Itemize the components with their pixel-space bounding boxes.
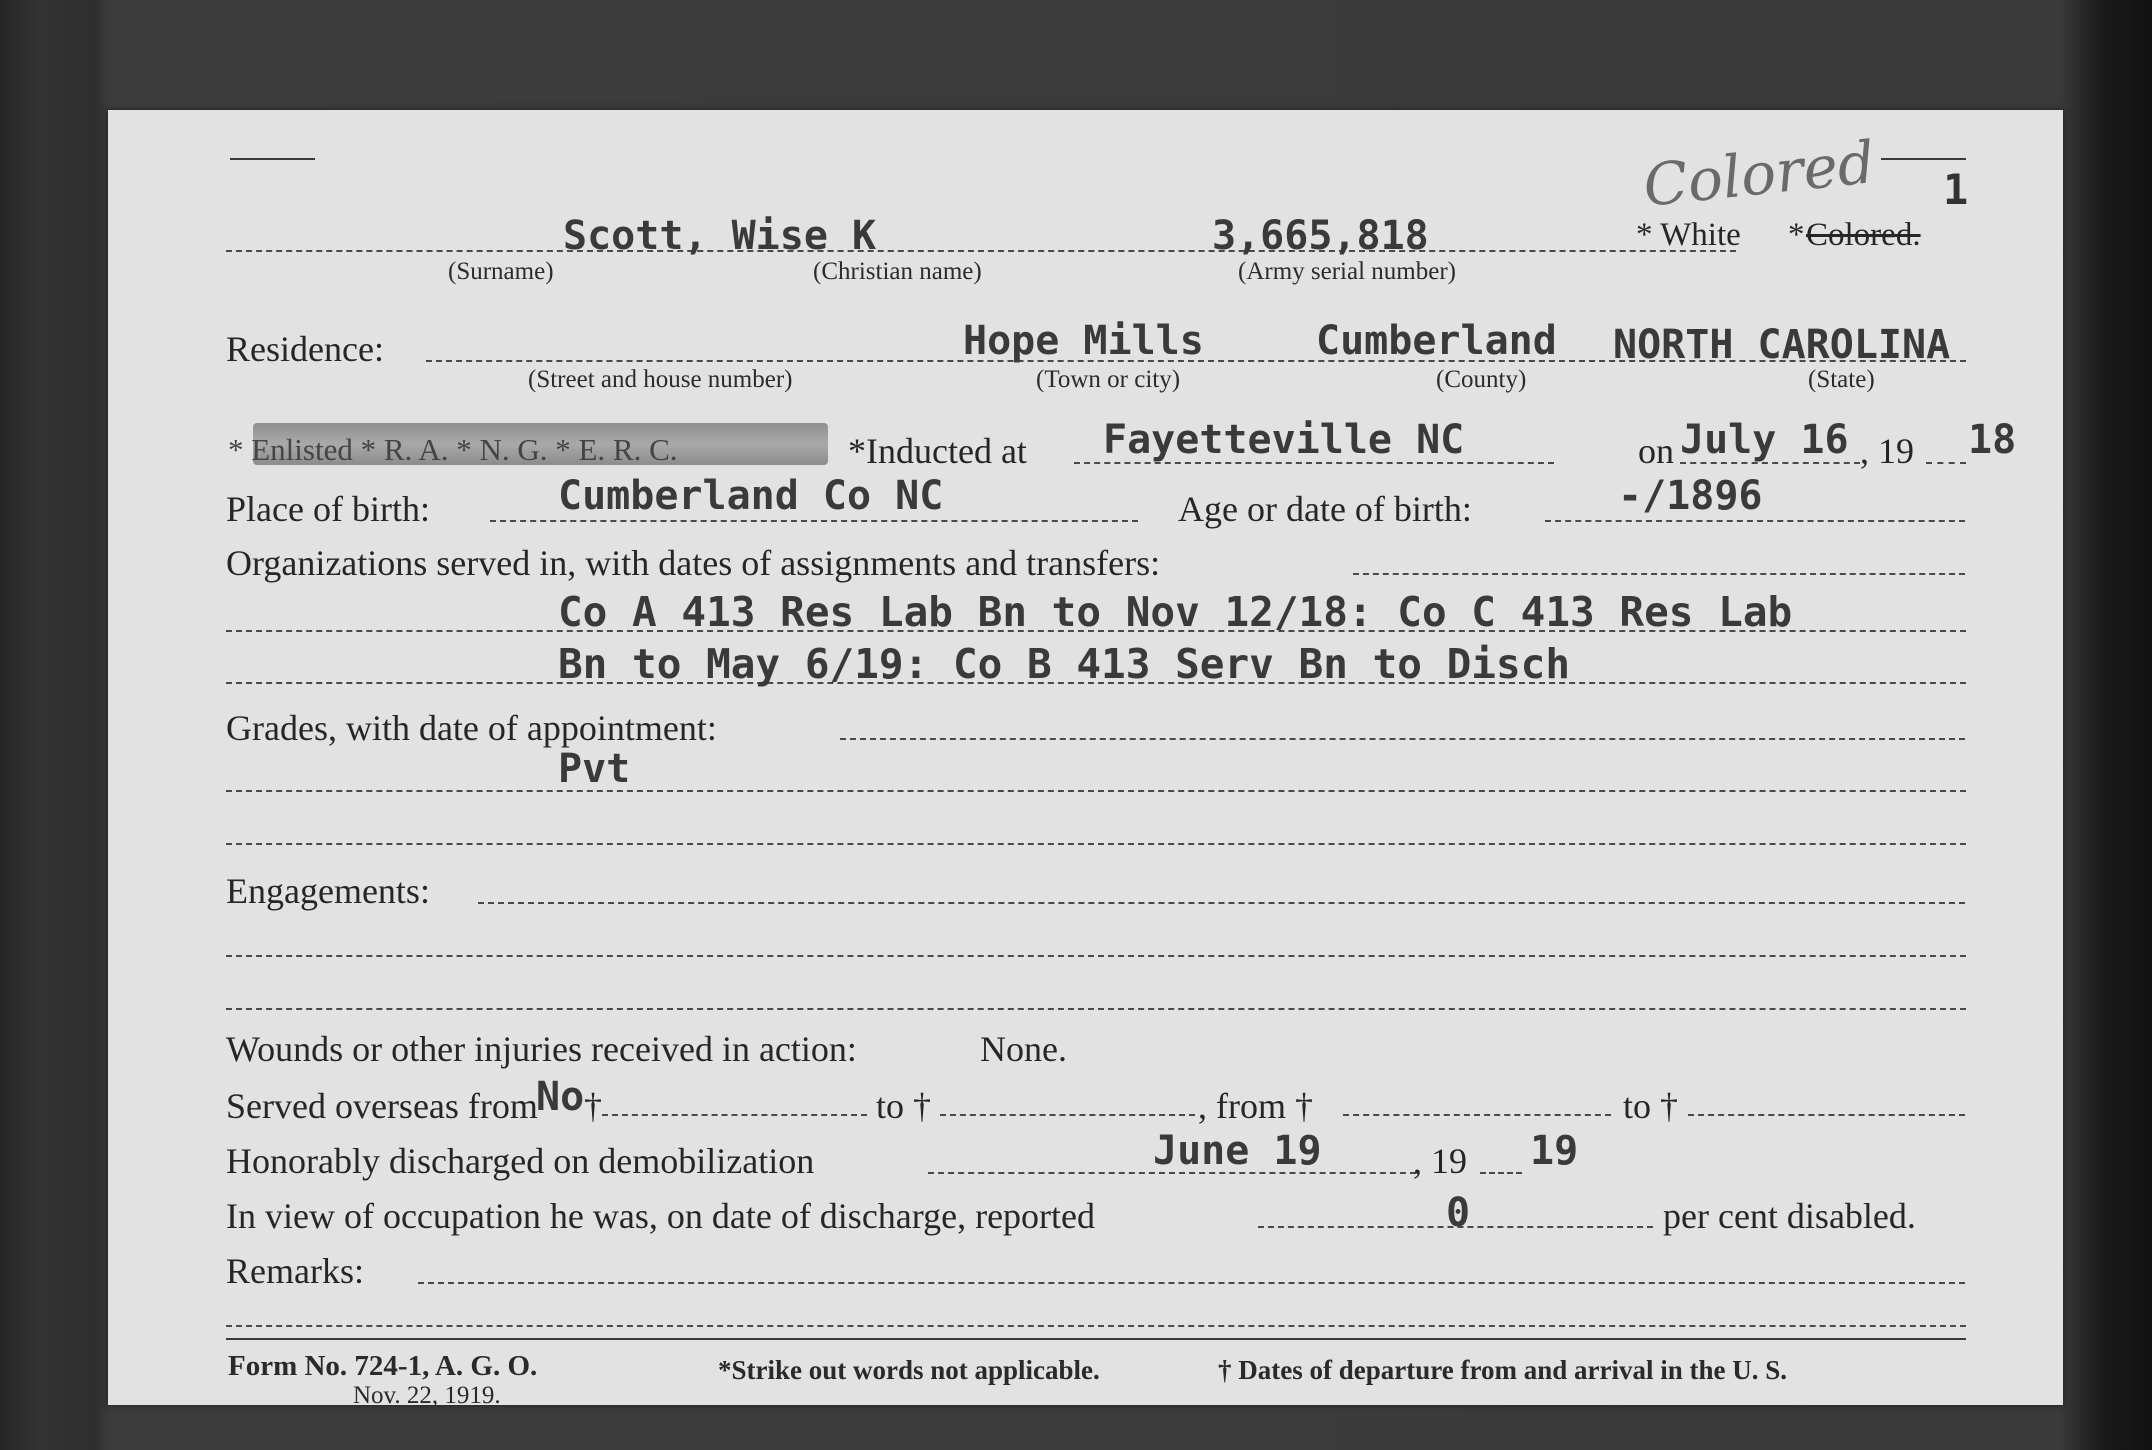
induction-on-label: on: [1638, 431, 1674, 471]
induction-year-prefix: , 19: [1860, 431, 1914, 471]
discharge-date: June 19: [1153, 1128, 1322, 1174]
town-caption: (Town or city): [1036, 366, 1181, 393]
state-caption: (State): [1808, 366, 1875, 393]
colored-asterisk: *: [1788, 217, 1805, 253]
induction-date: July 16: [1680, 417, 1849, 463]
inducted-at-label: *Inducted at: [848, 431, 1027, 471]
engagements-line-1: [226, 955, 1966, 957]
overseas-from2-label: , from †: [1198, 1086, 1313, 1126]
surname-given-name: Scott, Wise K: [563, 213, 877, 259]
remarks-label: Remarks:: [226, 1251, 364, 1291]
army-serial-number: 3,665,818: [1212, 213, 1429, 259]
christian-name-caption: (Christian name): [813, 258, 982, 285]
organizations-line-0: [1353, 573, 1965, 575]
grade-value: Pvt: [558, 746, 631, 792]
overseas-to-line: [940, 1114, 1195, 1116]
residence-town: Hope Mills: [963, 318, 1204, 364]
overseas-to2-label: to †: [1623, 1086, 1679, 1126]
white-option: * White: [1636, 217, 1741, 253]
overseas-to2-line: [1688, 1114, 1965, 1116]
footer-rule: [226, 1338, 1966, 1340]
disability-value: 0: [1446, 1190, 1471, 1236]
colored-option: Colored.: [1806, 217, 1921, 253]
grades-line-1: [226, 790, 1966, 792]
serial-caption: (Army serial number): [1238, 258, 1456, 285]
age-line: [1545, 520, 1965, 522]
overseas-from2-line: [1343, 1114, 1611, 1116]
top-right-rule: [1881, 158, 1966, 160]
enlistment-options: * Enlisted * R. A. * N. G. * E. R. C.: [228, 432, 678, 467]
grades-label: Grades, with date of appointment:: [226, 708, 717, 748]
dates-note: † Dates of departure from and arrival in the U. S.: [1218, 1355, 1787, 1385]
engagements-label: Engagements:: [226, 871, 430, 911]
overseas-from-line: [602, 1114, 867, 1116]
grades-line-0: [840, 738, 1965, 740]
served-overseas-dagger: †: [584, 1086, 602, 1126]
residence-county: Cumberland: [1316, 318, 1557, 364]
discharge-year-prefix: , 19: [1413, 1141, 1467, 1181]
remarks-line-1: [226, 1325, 1966, 1327]
age-label: Age or date of birth:: [1178, 489, 1472, 529]
served-overseas-value: No: [536, 1074, 585, 1120]
residence-label: Residence:: [226, 329, 384, 369]
disability-label: In view of occupation he was, on date of discharge, reported: [226, 1196, 1096, 1236]
induction-place: Fayetteville NC: [1103, 417, 1465, 463]
surname-caption: (Surname): [448, 258, 554, 285]
discharge-year-line: [1480, 1172, 1522, 1174]
service-card: [108, 110, 2063, 1409]
form-date: Nov. 22, 1919.: [353, 1382, 501, 1409]
disability-suffix: per cent disabled.: [1663, 1196, 1916, 1236]
organizations-entry-1: Co A 413 Res Lab Bn to Nov 12/18: Co C 413 Res Lab: [558, 588, 1793, 636]
induction-year: 18: [1968, 417, 2017, 463]
top-left-rule: [230, 158, 315, 160]
discharge-label: Honorably discharged on demobilization: [226, 1141, 815, 1181]
discharge-year: 19: [1530, 1128, 1579, 1174]
grades-line-2: [226, 843, 1966, 845]
card-number: 1: [1943, 165, 1969, 214]
wounds-label: Wounds or other injuries received in action:: [226, 1029, 857, 1069]
engagements-line-0: [478, 902, 1965, 904]
organizations-entry-2: Bn to May 6/19: Co B 413 Serv Bn to Disch: [558, 640, 1571, 688]
name-line: [226, 250, 1736, 252]
served-overseas-label: Served overseas from: [226, 1086, 538, 1126]
remarks-line-0: [418, 1282, 1965, 1284]
induction-year-line: [1926, 462, 1966, 464]
county-caption: (County): [1436, 366, 1527, 393]
wounds-value: None.: [980, 1029, 1067, 1069]
place-of-birth-label: Place of birth:: [226, 489, 430, 529]
handwritten-race-note: Colored: [1640, 128, 1878, 220]
overseas-to-label: to †: [876, 1086, 932, 1126]
date-of-birth: -/1896: [1618, 473, 1763, 519]
form-number: Form No. 724-1, A. G. O.: [228, 1350, 538, 1382]
place-of-birth: Cumberland Co NC: [558, 473, 944, 519]
engagements-line-2: [226, 1008, 1966, 1010]
strike-out-note: *Strike out words not applicable.: [718, 1355, 1100, 1385]
street-caption: (Street and house number): [528, 366, 793, 393]
place-of-birth-line: [490, 520, 1138, 522]
organizations-label: Organizations served in, with dates of assignments and transfers:: [226, 543, 1161, 583]
residence-state: NORTH CAROLINA: [1613, 322, 1951, 368]
